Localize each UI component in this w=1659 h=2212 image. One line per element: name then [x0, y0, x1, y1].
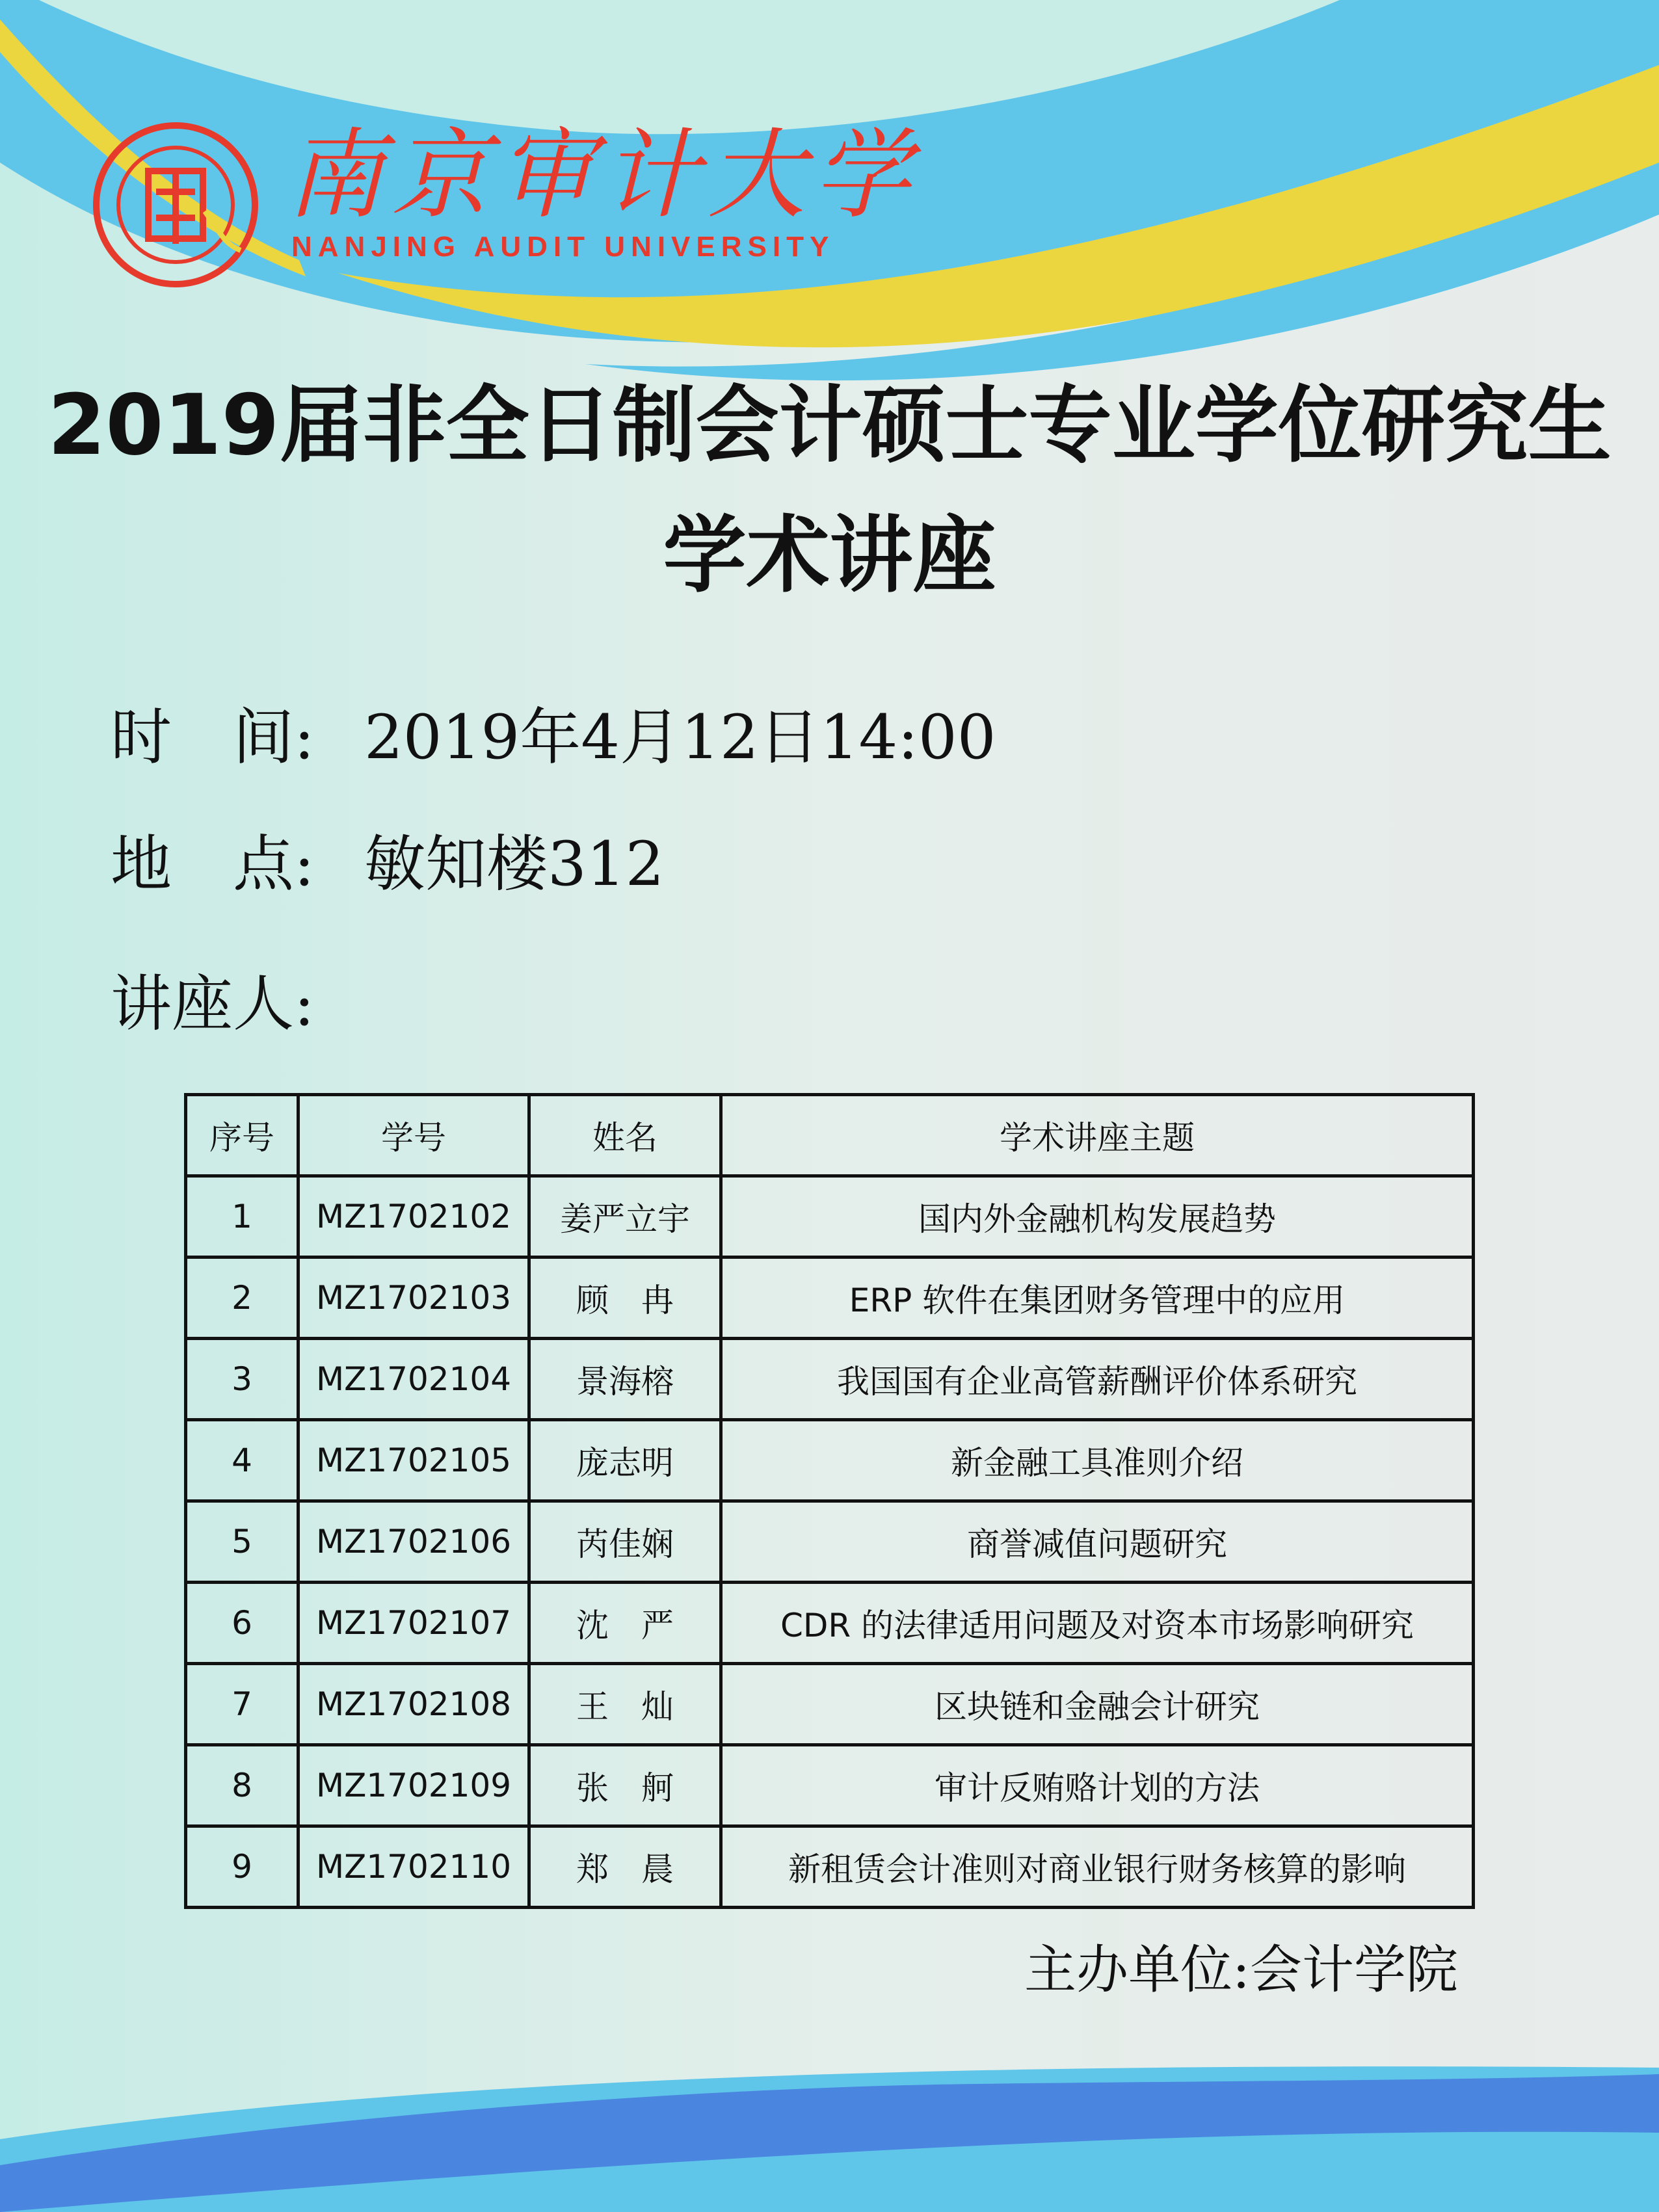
place-label: 地 点:	[111, 829, 315, 900]
row-name: 张 舸	[529, 1745, 721, 1826]
row-index: 1	[186, 1176, 299, 1257]
university-seal-logo	[91, 120, 260, 289]
row-student-id: MZ1702103	[299, 1257, 529, 1339]
header-student-id: 学号	[299, 1095, 529, 1176]
row-topic: 区块链和金融会计研究	[721, 1664, 1474, 1745]
page-subtitle: 学术讲座	[663, 507, 996, 604]
time-row	[111, 699, 996, 777]
row-index: 7	[186, 1664, 299, 1745]
row-student-id: MZ1702106	[299, 1501, 529, 1583]
header-name: 姓名	[529, 1095, 721, 1176]
table-row	[186, 1745, 1474, 1826]
row-name: 姜严立宇	[529, 1176, 721, 1257]
row-name: 庞志明	[529, 1420, 721, 1501]
row-name: 沈 严	[529, 1583, 721, 1664]
table-row	[186, 1501, 1474, 1583]
table-row	[186, 1176, 1474, 1257]
row-topic: 审计反贿赂计划的方法	[721, 1745, 1474, 1826]
row-index: 4	[186, 1420, 299, 1501]
table-header-row	[186, 1095, 1474, 1176]
row-student-id: MZ1702105	[299, 1420, 529, 1501]
row-topic: CDR 的法律适用问题及对资本市场影响研究	[721, 1583, 1474, 1664]
row-student-id: MZ1702102	[299, 1176, 529, 1257]
table-row	[186, 1583, 1474, 1664]
row-student-id: MZ1702108	[299, 1664, 529, 1745]
row-name: 郑 晨	[529, 1826, 721, 1908]
university-name-en: NANJING AUDIT UNIVERSITY	[291, 231, 835, 263]
row-student-id: MZ1702104	[299, 1339, 529, 1420]
header-index: 序号	[186, 1095, 299, 1176]
place-row	[111, 826, 664, 904]
organizer: 主办单位:会计学院	[1024, 1940, 1458, 2000]
table-row	[186, 1826, 1474, 1908]
time-value: 2019年4月12日14:00	[364, 702, 996, 773]
row-index: 3	[186, 1339, 299, 1420]
table-row	[186, 1664, 1474, 1745]
row-topic: 我国国有企业高管薪酬评价体系研究	[721, 1339, 1474, 1420]
table-row	[186, 1420, 1474, 1501]
row-index: 6	[186, 1583, 299, 1664]
time-label: 时 间:	[111, 702, 315, 773]
table-row	[186, 1339, 1474, 1420]
row-topic: 新金融工具准则介绍	[721, 1420, 1474, 1501]
row-index: 2	[186, 1257, 299, 1339]
row-name: 芮佳娴	[529, 1501, 721, 1583]
header-topic: 学术讲座主题	[721, 1095, 1474, 1176]
speaker-label: 讲座人:	[111, 969, 315, 1040]
table-row	[186, 1257, 1474, 1339]
speaker-row	[111, 966, 315, 1044]
university-name-cn: 南京审计大学	[286, 119, 919, 232]
row-name: 王 灿	[529, 1664, 721, 1745]
row-topic: ERP 软件在集团财务管理中的应用	[721, 1257, 1474, 1339]
row-index: 5	[186, 1501, 299, 1583]
row-topic: 新租赁会计准则对商业银行财务核算的影响	[721, 1826, 1474, 1908]
place-value: 敏知楼312	[364, 829, 665, 900]
row-student-id: MZ1702107	[299, 1583, 529, 1664]
page-title: 2019届非全日制会计硕士专业学位研究生	[47, 377, 1612, 474]
lecture-table	[184, 1093, 1475, 1909]
row-topic: 国内外金融机构发展趋势	[721, 1176, 1474, 1257]
row-index: 8	[186, 1745, 299, 1826]
row-student-id: MZ1702110	[299, 1826, 529, 1908]
row-topic: 商誉减值问题研究	[721, 1501, 1474, 1583]
row-name: 顾 冉	[529, 1257, 721, 1339]
row-index: 9	[186, 1826, 299, 1908]
row-student-id: MZ1702109	[299, 1745, 529, 1826]
row-name: 景海榕	[529, 1339, 721, 1420]
